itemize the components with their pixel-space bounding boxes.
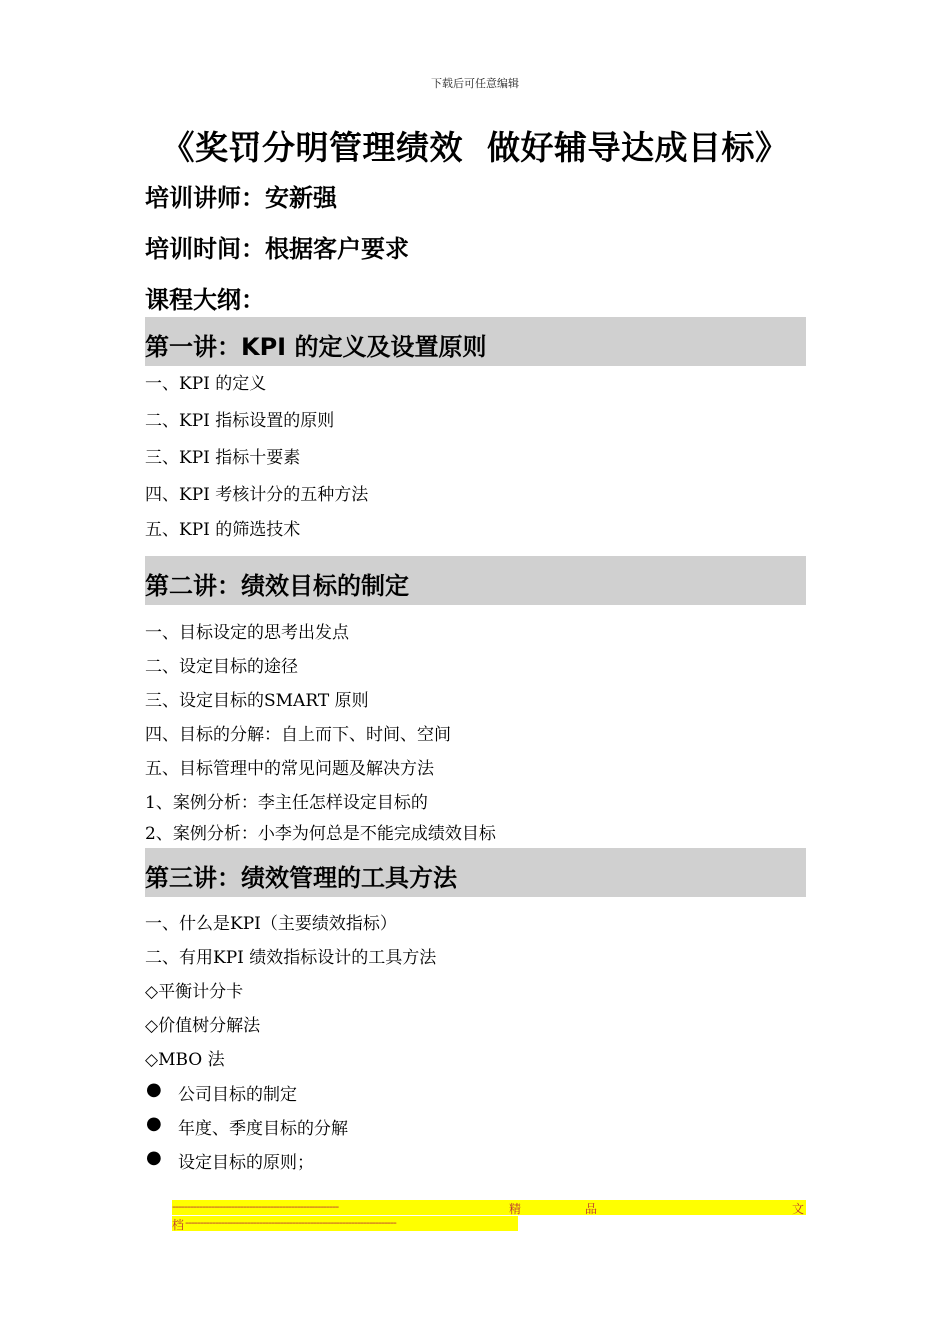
list-item: 二、KPI 指标设置的原则 — [145, 411, 335, 431]
section-1-heading: 第一讲：KPI 的定义及设置原则 — [145, 333, 487, 361]
list-item: 五、目标管理中的常见问题及解决方法 — [145, 759, 434, 779]
list-item: 一、什么是KPI（主要绩效指标） — [145, 914, 397, 934]
footer-dashes-right: ----------------------------------------------------------------------- — [185, 1216, 396, 1229]
footer-word: 文 — [792, 1202, 805, 1216]
list-item: 五、KPI 的筛选技术 — [145, 520, 301, 540]
list-item: 2、案例分析：小李为何总是不能完成绩效目标 — [145, 824, 496, 844]
trainer-line: 培训讲师：安新强 — [145, 184, 337, 212]
list-item: ◇平衡计分卡 — [145, 982, 244, 1002]
time-line: 培训时间：根据客户要求 — [145, 235, 409, 263]
list-item: 三、设定目标的SMART 原则 — [145, 691, 369, 711]
footer-highlight-row-2 — [172, 1216, 518, 1231]
list-item: 二、有用KPI 绩效指标设计的工具方法 — [145, 948, 437, 968]
section-2-bar — [145, 556, 806, 605]
list-item: 二、设定目标的途径 — [145, 657, 298, 677]
list-item: 三、KPI 指标十要素 — [145, 448, 301, 468]
bullet-item: 设定目标的原则； — [178, 1153, 314, 1173]
list-item: 四、目标的分解：自上而下、时间、空间 — [145, 725, 451, 745]
section-3-bar — [145, 848, 806, 897]
document-title: 《奖罚分明管理绩效 做好辅导达成目标》 — [161, 128, 789, 167]
section-2-heading: 第二讲：绩效目标的制定 — [145, 572, 409, 600]
list-item: 四、KPI 考核计分的五种方法 — [145, 485, 369, 505]
bullet-dot-icon: ● — [146, 1113, 162, 1134]
bullet-dot-icon: ● — [146, 1147, 162, 1168]
list-item: 一、KPI 的定义 — [145, 374, 267, 394]
section-3-heading: 第三讲：绩效管理的工具方法 — [145, 864, 457, 892]
list-item: ◇价值树分解法 — [145, 1016, 261, 1036]
outline-heading: 课程大纲： — [145, 286, 265, 314]
list-item: 一、目标设定的思考出发点 — [145, 623, 349, 643]
list-item: 1、案例分析：李主任怎样设定目标的 — [145, 793, 428, 813]
footer-word: 精 — [509, 1202, 522, 1216]
list-item: ◇MBO 法 — [145, 1050, 225, 1070]
section-1-bar — [145, 317, 806, 366]
bullet-item: 年度、季度目标的分解 — [178, 1119, 348, 1139]
footer-word: 品 — [585, 1202, 598, 1216]
footer-word: 档 — [172, 1218, 185, 1231]
bullet-item: 公司目标的制定 — [178, 1085, 297, 1105]
footer-dashes-left: -------------------------------------------------------- — [172, 1200, 339, 1213]
header-note: 下载后可任意编辑 — [431, 77, 519, 90]
footer-highlight-row-1 — [172, 1200, 806, 1215]
bullet-dot-icon: ● — [146, 1079, 162, 1100]
